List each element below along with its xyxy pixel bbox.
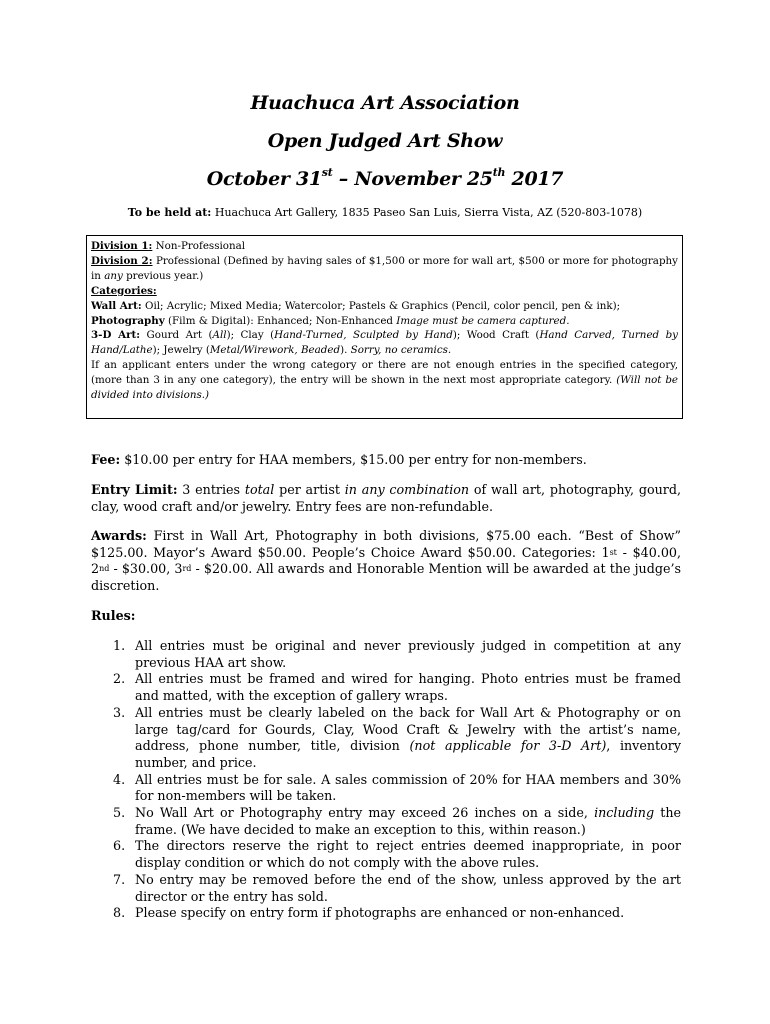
rule-item: 2. All entries must be framed and wired for hanging. Photo entries must be framed and matted, with the exception of gallery wraps. — [113, 671, 681, 704]
association-title: Huachuca Art Association — [250, 92, 520, 114]
rule-item: 7. No entry may be removed before the end of the show, unless approved by the art director or the entry has sold. — [113, 871, 681, 904]
category-photography: Photography (Film & Digital): Enhanced; Non-Enhanced Image must be camera captured. — [91, 314, 570, 327]
rule-item: 4. All entries must be for sale. A sales commission of 20% for HAA members and 30% for non-members will be taken. — [113, 771, 681, 804]
rule-item: 5. No Wall Art or Photography entry may exceed 26 inches on a side, including the frame. (We have decided to make an exception to this, within reason.) — [113, 805, 681, 837]
category-wall-art: Wall Art: Oil; Acrylic; Mixed Media; Watercolor; Pastels & Graphics (Pencil, color pencil, pen & ink); — [91, 299, 621, 312]
show-dates: October 31st – November 25th 2017 — [206, 166, 564, 190]
divisions-box — [86, 235, 683, 419]
rule-item: 1. All entries must be original and never previously judged in competition at any previous HAA art show. — [113, 638, 681, 670]
entry-limit-paragraph: Entry Limit: 3 entries total per artist in any combination of wall art, photography, gourd, clay, wood craft and/or jewelry. Entry fees are non-refundable. — [91, 482, 681, 514]
rule-item: 3. All entries must be clearly labeled on the back for Wall Art & Photography or on large tag/card for Gourds, Clay, Wood Craft & Jewelry with the artist’s name, address, phone number, title, division (not applicable for 3-D Art), inventory number, and price. — [113, 704, 681, 770]
venue-label: To be held at: — [127, 206, 212, 219]
rules-list — [91, 638, 681, 922]
awards-paragraph: Awards: First in Wall Art, Photography in both divisions, $75.00 each. “Best of Show” $125.00. Mayor’s Award $50.00. People’s Choice Award $50.00. Categories: 1st - $40.00, 2nd - $30.00, 3rd - $20.00. All awards and Honorable Mention will be awarded at the judge’s discretion. — [91, 528, 681, 594]
rules-heading: Rules: — [91, 608, 136, 623]
rule-item: 8. Please specify on entry form if photographs are enhanced or non-enhanced. — [113, 905, 625, 921]
rule-item: 6. The directors reserve the right to reject entries deemed inappropriate, in poor display condition or which do not comply with the above rules. — [113, 838, 681, 871]
venue-line — [0, 206, 770, 219]
fee-paragraph: Fee: $10.00 per entry for HAA members, $15.00 per entry for non-members. — [91, 452, 587, 467]
wrong-category-note: If an applicant enters under the wrong category or there are not enough entries in the specified category, (more than 3 in any one category), the entry will be shown in the next most appropriate category. (Will not be divided into divisions.) — [91, 359, 678, 402]
categories-heading: Categories: — [91, 284, 157, 297]
division-1: Division 1: Non-Professional — [91, 240, 246, 252]
show-title: Open Judged Art Show — [267, 130, 503, 152]
category-3d-art: 3-D Art: Gourd Art (All); Clay (Hand-Turned, Sculpted by Hand); Wood Craft (Hand Carved, Turned by Hand/Lathe); Jewelry (Metal/Wirework, Beaded). Sorry, no ceramics. — [91, 329, 678, 357]
division-2: Division 2: Professional (Defined by having sales of $1,500 or more for wall art, $500 or more for photography in any previous year.) — [91, 254, 678, 282]
venue-text: Huachuca Art Gallery, 1835 Paseo San Luis, Sierra Vista, AZ (520-803-1078) — [211, 206, 643, 219]
